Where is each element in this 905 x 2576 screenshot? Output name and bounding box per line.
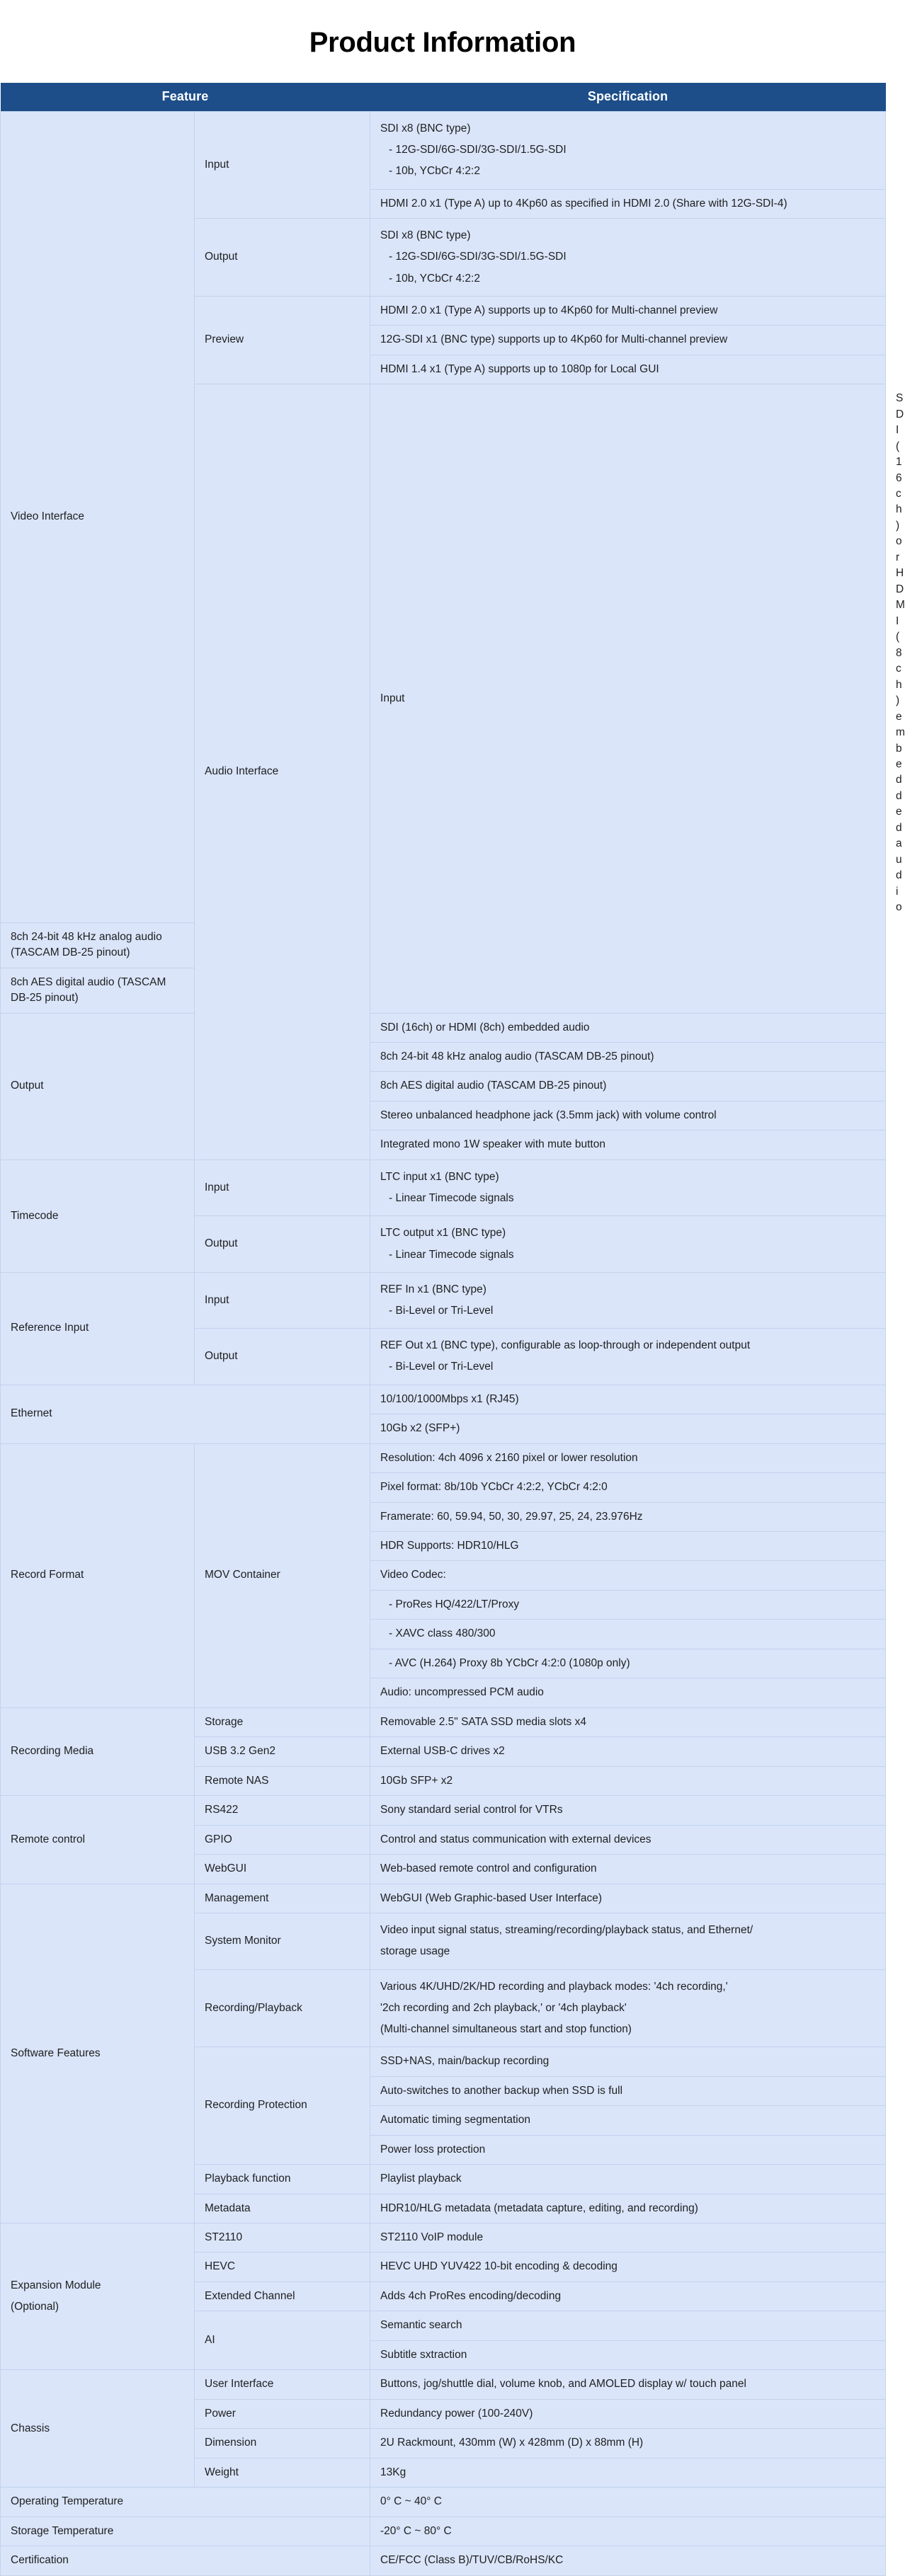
spec-video-input-sdi [370,112,886,190]
sub-video-preview: Preview [195,296,370,384]
table-row: Audio Interface Input SDI (16ch) or HDMI (8ch) embedded audio [1,384,886,922]
sub-webgui: WebGUI [195,1855,370,1884]
table-row [1,1013,886,1042]
spec-line: (Multi-channel simultaneous start and stop function) [380,2022,632,2035]
spec-reference-input [370,1272,886,1328]
spec-record-prores [370,1590,886,1619]
sub-recording-protection: Recording Protection [195,2047,370,2165]
spec-usb: External USB-C drives x2 [370,1737,886,1766]
spec-ai-2: Subtitle sxtraction [370,2340,886,2369]
feature-remote-control: Remote control [1,1796,195,1884]
sub-st2110: ST2110 [195,2223,370,2252]
sub-audio-output: Output [1,1013,195,1160]
spec-line: SDI x8 (BNC type) [380,229,471,242]
page-title: Product Information [309,27,576,58]
table-row [1,1443,886,1472]
spec-video-input-hdmi: HDMI 2.0 x1 (Type A) up to 4Kp60 as specified in HDMI 2.0 (Share with 12G-SDI-4) [370,189,886,218]
sub-hevc: HEVC [195,2252,370,2282]
spec-remote-nas: 10Gb SFP+ x2 [370,1766,886,1795]
sub-video-input: Input [195,112,370,219]
spec-line: REF Out x1 (BNC type), configurable as loop-through or independent output [380,1339,751,1352]
spec-line: - AVC (H.264) Proxy 8b YCbCr 4:2:0 (1080p only) [389,1656,630,1669]
spec-audio-output-4: Stereo unbalanced headphone jack (3.5mm jack) with volume control [370,1101,886,1130]
spec-line: LTC input x1 (BNC type) [380,1170,499,1183]
table-row [1,112,886,190]
table-row [1,1160,886,1215]
spec-record-pixel-format: Pixel format: 8b/10b YCbCr 4:2:2, YCbCr 4:2:0 [370,1473,886,1502]
spec-line: - Linear Timecode signals [389,1248,514,1261]
sub-remote-nas: Remote NAS [195,1766,370,1795]
feature-timecode: Timecode [1,1160,195,1272]
table-row [1,2488,886,2517]
spec-line: Video input signal status, streaming/recording/playback status, and Ethernet/ [380,1924,753,1937]
sub-gpio: GPIO [195,1825,370,1854]
feature-line: Expansion Module [11,2279,101,2291]
spec-storage-temperature: -20° C ~ 80° C [370,2517,886,2546]
feature-line: (Optional) [11,2301,59,2313]
spec-line: - 10b, YCbCr 4:2:2 [389,165,480,178]
sub-user-interface: User Interface [195,2370,370,2399]
sub-timecode-output: Output [195,1216,370,1272]
spec-audio-output-3: 8ch AES digital audio (TASCAM DB-25 pinout) [370,1072,886,1101]
feature-ethernet: Ethernet [1,1385,370,1443]
table-row [1,1796,886,1825]
spec-audio-output-2: 8ch 24-bit 48 kHz analog audio (TASCAM DB-25 pinout) [370,1043,886,1072]
spec-ethernet-1: 10/100/1000Mbps x1 (RJ45) [370,1385,886,1414]
spec-ai-1: Semantic search [370,2311,886,2340]
spec-user-interface: Buttons, jog/shuttle dial, volume knob, and AMOLED display w/ touch panel [370,2370,886,2399]
spec-timecode-input [370,1160,886,1215]
spec-hevc: HEVC UHD YUV422 10-bit encoding & decoding [370,2252,886,2282]
sub-weight: Weight [195,2458,370,2487]
spec-audio-output-5: Integrated mono 1W speaker with mute button [370,1130,886,1160]
spec-line: - 12G-SDI/6G-SDI/3G-SDI/1.5G-SDI [389,251,567,263]
spec-storage: Removable 2.5" SATA SSD media slots x4 [370,1707,886,1736]
feature-audio-interface: Audio Interface [195,384,370,1160]
sub-rs422: RS422 [195,1796,370,1825]
spec-audio-input-2: 8ch 24-bit 48 kHz analog audio (TASCAM DB-25 pinout) [1,922,195,968]
spec-video-preview-2: 12G-SDI x1 (BNC type) supports up to 4Kp60 for Multi-channel preview [370,326,886,355]
spec-dimension: 2U Rackmount, 430mm (W) x 428mm (D) x 88mm (H) [370,2429,886,2458]
feature-reference-input: Reference Input [1,1272,195,1385]
spec-line: - XAVC class 480/300 [389,1627,496,1640]
table-body [1,112,905,2576]
feature-certification: Certification [1,2546,370,2575]
spec-record-video-codec: Video Codec: [370,1561,886,1590]
spec-extended-channel: Adds 4ch ProRes encoding/decoding [370,2282,886,2311]
feature-chassis: Chassis [1,2370,195,2488]
sub-reference-input: Input [195,1272,370,1328]
feature-operating-temperature: Operating Temperature [1,2488,370,2517]
sub-audio-input: Input [370,384,886,1013]
sub-metadata: Metadata [195,2194,370,2223]
spec-metadata: HDR10/HLG metadata (metadata capture, editing, and recording) [370,2194,886,2223]
specification-table [0,83,905,2576]
spec-video-preview-1: HDMI 2.0 x1 (Type A) supports up to 4Kp60 for Multi-channel preview [370,296,886,325]
table-row [1,1884,886,1913]
table-row [1,1385,886,1414]
sub-reference-output: Output [195,1329,370,1385]
table-row [1,2546,886,2575]
spec-record-avc [370,1649,886,1678]
spec-line: - 10b, YCbCr 4:2:2 [389,272,480,285]
spec-line: Various 4K/UHD/2K/HD recording and playback modes: '4ch recording,' [380,1980,728,1993]
spec-line: SDI x8 (BNC type) [380,122,471,134]
table-row [1,2223,886,2252]
spec-record-resolution: Resolution: 4ch 4096 x 2160 pixel or lower resolution [370,1443,886,1472]
feature-expansion-module [1,2223,195,2369]
spec-protection-1: SSD+NAS, main/backup recording [370,2047,886,2076]
sub-storage: Storage [195,1707,370,1736]
spec-webgui: Web-based remote control and configuration [370,1855,886,1884]
spec-protection-2: Auto-switches to another backup when SSD is full [370,2076,886,2105]
sub-system-monitor: System Monitor [195,1913,370,1969]
feature-record-format: Record Format [1,1443,195,1707]
spec-video-output-sdi [370,219,886,297]
sub-management: Management [195,1884,370,1913]
spec-gpio: Control and status communication with external devices [370,1825,886,1854]
spec-line: '2ch recording and 2ch playback,' or '4ch playback' [380,2001,627,2014]
spec-line: - ProRes HQ/422/LT/Proxy [389,1598,520,1610]
sub-mov-container: MOV Container [195,1443,370,1707]
feature-video-interface: Video Interface [1,112,195,923]
spec-record-audio: Audio: uncompressed PCM audio [370,1678,886,1707]
spec-power: Redundancy power (100-240V) [370,2399,886,2428]
spec-record-framerate: Framerate: 60, 59.94, 50, 30, 29.97, 25, 24, 23.976Hz [370,1502,886,1531]
spec-ethernet-2: 10Gb x2 (SFP+) [370,1414,886,1443]
spec-record-hdr: HDR Supports: HDR10/HLG [370,1531,886,1560]
spec-line: - Bi-Level or Tri-Level [389,1304,494,1317]
feature-recording-media: Recording Media [1,1707,195,1795]
spec-video-preview-3: HDMI 1.4 x1 (Type A) supports up to 1080p for Local GUI [370,355,886,384]
spec-weight: 13Kg [370,2458,886,2487]
sub-dimension: Dimension [195,2429,370,2458]
spec-line: - Bi-Level or Tri-Level [389,1361,494,1373]
spec-audio-input-3: 8ch AES digital audio (TASCAM DB-25 pinout) [1,968,195,1013]
spec-line: - 12G-SDI/6G-SDI/3G-SDI/1.5G-SDI [389,144,567,156]
table-row [1,2370,886,2399]
spec-record-xavc [370,1620,886,1649]
header-row [1,83,886,112]
feature-storage-temperature: Storage Temperature [1,2517,370,2546]
spec-line: REF In x1 (BNC type) [380,1283,486,1295]
sub-recording-playback: Recording/Playback [195,1969,370,2047]
spec-system-monitor [370,1913,886,1969]
spec-rs422: Sony standard serial control for VTRs [370,1796,886,1825]
feature-software-features: Software Features [1,1884,195,2223]
sub-power: Power [195,2399,370,2428]
sub-video-output: Output [195,219,370,297]
spec-st2110: ST2110 VoIP module [370,2223,886,2252]
column-header-specification: Specification [370,83,886,112]
table-row [1,1707,886,1736]
table-row [1,1272,886,1328]
table-row [1,2517,886,2546]
spec-timecode-output [370,1216,886,1272]
sub-playback-function: Playback function [195,2165,370,2194]
sub-usb: USB 3.2 Gen2 [195,1737,370,1766]
spec-playback-function: Playlist playback [370,2165,886,2194]
spec-line: storage usage [380,1945,450,1958]
spec-operating-temperature: 0° C ~ 40° C [370,2488,886,2517]
spec-protection-4: Power loss protection [370,2135,886,2164]
spec-management: WebGUI (Web Graphic-based User Interface) [370,1884,886,1913]
spec-certification: CE/FCC (Class B)/TUV/CB/RoHS/KC [370,2546,886,2575]
spec-audio-output-1: SDI (16ch) or HDMI (8ch) embedded audio [370,1013,886,1042]
sub-extended-channel: Extended Channel [195,2282,370,2311]
spec-protection-3: Automatic timing segmentation [370,2106,886,2135]
column-header-feature: Feature [1,83,370,112]
spec-line: - Linear Timecode signals [389,1192,514,1205]
spec-reference-output [370,1329,886,1385]
sub-timecode-input: Input [195,1160,370,1215]
spec-recording-playback [370,1969,886,2047]
sub-ai: AI [195,2311,370,2370]
table-header [1,83,886,112]
spec-line: LTC output x1 (BNC type) [380,1227,506,1240]
